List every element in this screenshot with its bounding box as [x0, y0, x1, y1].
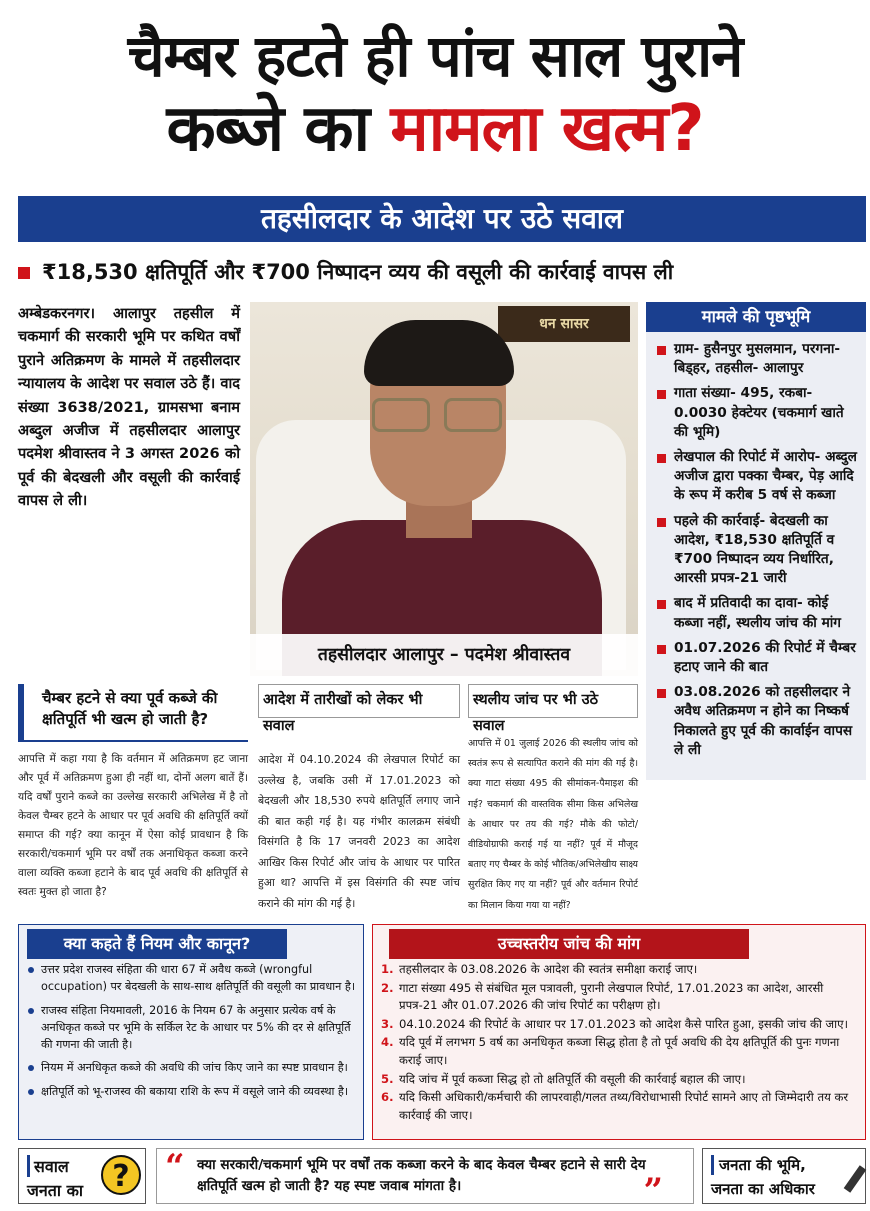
- officer-photo: [250, 302, 638, 676]
- demand-title: उच्चस्तरीय जांच की मांग: [389, 929, 749, 959]
- demand-item-text: 04.10.2024 की रिपोर्ट के आधार पर 17.01.2023 को आदेश कैसे पारित हुआ, इसकी जांच की जाए।: [399, 1016, 848, 1031]
- public-rights-box: [702, 1148, 866, 1204]
- demand-item: [381, 1016, 861, 1034]
- demand-item-number: 2.: [381, 980, 394, 995]
- demand-box: [372, 924, 866, 1140]
- photo-caption: तहसीलदार आलापुर – पदमेश श्रीवास्तव: [250, 634, 638, 676]
- rules-item: नियम में अनधिकृत कब्जे की अवधि की जांच किए जाने का स्पष्ट प्रावधान है।: [27, 1059, 359, 1076]
- sidebar-item: पहले की कार्रवाई- बेदखली का आदेश, ₹18,530 क्षतिपूर्ति व ₹700 निष्पादन व्यय निर्धारित, आरसी प्रपत्र-21 जारी: [654, 512, 860, 589]
- demand-item: [381, 1089, 861, 1124]
- sidebar-item: गाता संख्या- 495, रकबा- 0.0030 हेक्टेयर (चकमार्ग खाते की भूमि): [654, 384, 860, 442]
- sub-headline-band: तहसीलदार के आदेश पर उठे सवाल: [18, 196, 866, 242]
- headline: [8, 22, 862, 168]
- red-square-icon: [18, 267, 30, 279]
- demand-item-number: 4.: [381, 1035, 394, 1050]
- sidebar-item: बाद में प्रतिवादी का दावा- कोई कब्जा नहीं, स्थलीय जांच की मांग: [654, 594, 860, 632]
- rules-box: [18, 924, 364, 1140]
- column-site-inspection-title: स्थलीय जांच पर भी उठे सवाल: [468, 684, 638, 718]
- column-dates-title: आदेश में तारीखों को लेकर भी सवाल: [258, 684, 460, 718]
- pull-quote-text: क्या सरकारी/चकमार्ग भूमि पर वर्षों तक कब्जा करने के बाद केवल चैम्बर हटाने से सारी देय क्षतिपूर्ति खत्म हो जाती है? यह स्पष्ट जवाब मांगता है।: [197, 1157, 646, 1194]
- public-question-label-2: जनता का: [27, 1181, 84, 1200]
- headline-line2: [8, 90, 862, 168]
- headline-line2-black: कब्जे का: [166, 92, 391, 166]
- glasses-icon: [372, 398, 504, 432]
- column-compensation: [18, 684, 248, 902]
- demand-item-text: यदि किसी अधिकारी/कर्मचारी की लापरवाही/गलत तथ्य/विरोधाभासी रिपोर्ट सामने आए तो जिम्मेदारी तय कर कार्रवाई की जाए।: [399, 1090, 849, 1122]
- bottom-strip: [18, 1147, 866, 1211]
- hair-shape: [364, 320, 514, 386]
- close-quote-icon: ”: [643, 1171, 663, 1211]
- demand-item-text: यदि जांच में पूर्व कब्जा सिद्ध हो तो क्षतिपूर्ति की वसूली की कार्रवाई बहाल की जाए।: [399, 1071, 746, 1086]
- column-compensation-title: चैम्बर हटने से क्या पूर्व कब्जे की क्षतिपूर्ति भी खत्म हो जाती है?: [18, 684, 248, 742]
- rules-item: क्षतिपूर्ति को भू-राजस्व की बकाया राशि के रूप में वसूले जाने की व्यवस्था है।: [27, 1083, 359, 1100]
- demand-item: [381, 1071, 861, 1089]
- column-compensation-body: आपत्ति में कहा गया है कि वर्तमान में अतिक्रमण हट जाना और पूर्व में अतिक्रमण हुआ ही नहीं था, दोनों अलग बातें हैं। यदि वर्षों पुराने कब्जे का उल्लेख सरकारी अभिलेख में है तो केवल चैम्बर हटने के आधार पर पूर्व अवधि की क्षतिपूर्ति क्यों समाप्त की गई? क्या कानून में ऐसा कोई प्रावधान है कि सरकारी/चकमार्ग भूमि पर वर्षों तक अनाधिकृत कब्जा करने वाला व्यक्ति कब्जा हटाने के बाद पूर्व अवधि की क्षतिपूर्ति से स्वतः मुक्त हो जाता है?: [18, 753, 248, 898]
- public-question-label-1: सवाल: [27, 1155, 69, 1177]
- name-plaque: धन सासर: [498, 306, 630, 342]
- sidebar-item: ग्राम- हुसैनपुर मुसलमान, परगना- बिड्हर, तहसील- आलापुर: [654, 340, 860, 378]
- sidebar-item: लेखपाल की रिपोर्ट में आरोप- अब्दुल अजीज द्वारा पक्का चैम्बर, पेड़ आदि के रूप में करीब 5 वर्ष से कब्जा: [654, 448, 860, 506]
- column-dates-body: आदेश में 04.10.2024 की लेखपाल रिपोर्ट का उल्लेख है, जबकि उसी में 17.01.2023 को बेदखली और 18,530 रुपये क्षतिपूर्ति लगाए जाने की बात कही गई है। यह गंभीर कालक्रम संबंधी विसंगति है कि 17 जनवरी 2023 का आदेश आखिर किस रिपोर्ट और जांच के आधार पर पारित हुआ था? आपत्ति में इस विसंगति की स्पष्ट जांच कराने की मांग की गई है।: [258, 753, 460, 910]
- public-question-box: [18, 1148, 146, 1204]
- rules-list: [27, 961, 359, 1106]
- demand-item-text: यदि पूर्व में लगभग 5 वर्ष का अनधिकृत कब्जा सिद्ध होता है तो पूर्व अवधि की देय क्षतिपूर्ति की पुनः गणना कराई जाए।: [399, 1035, 840, 1067]
- column-site-inspection: [468, 684, 638, 916]
- summary-text: ₹18,530 क्षतिपूर्ति और ₹700 निष्पादन व्यय की वसूली की कार्रवाई वापस ली: [42, 260, 674, 284]
- headline-line1: चैम्बर हटते ही पांच साल पुराने: [127, 22, 743, 90]
- question-mark-icon: ?: [101, 1155, 141, 1195]
- demand-item-number: 1.: [381, 962, 394, 976]
- open-quote-icon: “: [165, 1147, 185, 1187]
- public-rights-label-1: जनता की भूमि,: [711, 1155, 806, 1175]
- sidebar-item: 01.07.2026 की रिपोर्ट में चैम्बर हटाए जाने की बात: [654, 639, 860, 677]
- column-site-inspection-body: आपत्ति में 01 जुलाई 2026 की स्थलीय जांच को स्वतंत्र रूप से सत्यापित कराने की मांग की गई है। क्या गाटा संख्या 495 की सीमांकन-पैमाइश की गई? चकमार्ग की वास्तविक सीमा किस अभिलेख के आधार पर तय की गई? मौके की फोटो/वीडियोग्राफी कराई गई या नहीं? पूर्व में मौजूद बताए गए चैम्बर के कोई भौतिक/अभिलेखीय साक्ष्य सुरक्षित किए गए या नहीं? पूर्व और वर्तमान रिपोर्ट का मिलान किया गया या नहीं?: [468, 738, 638, 911]
- sidebar-list: [646, 332, 866, 760]
- sidebar-item: 03.08.2026 को तहसीलदार ने अवैध अतिक्रमण न होने का निष्कर्ष निकालते हुए पूर्व की कार्वाईन वापस ले ली: [654, 683, 860, 760]
- demand-item-number: 6.: [381, 1090, 394, 1105]
- demand-item-number: 3.: [381, 1016, 394, 1031]
- demand-item-text: गाटा संख्या 495 से संबंधित मूल पत्रावली, पुरानी लेखपाल रिपोर्ट, 17.01.2023 का आदेश, आरसी प्रपत्र-21 और 01.07.2026 की जांच रिपोर्ट का परीक्षण हो।: [399, 980, 824, 1013]
- demand-item: [381, 961, 861, 979]
- demand-item-text: तहसीलदार के 03.08.2026 के आदेश की स्वतंत्र समीक्षा कराई जाए।: [399, 962, 698, 976]
- demand-item: [381, 980, 861, 1015]
- headline-line2-red: मामला खत्म?: [390, 92, 704, 166]
- background-sidebar: [646, 302, 866, 780]
- pull-quote: [156, 1147, 694, 1211]
- public-rights-label-2: जनता का अधिकार: [711, 1180, 815, 1198]
- demand-item-number: 5.: [381, 1071, 394, 1086]
- rules-item: उत्तर प्रदेश राजस्व संहिता की धारा 67 में अवैध कब्जे (wrongful occupation) पर बेदखली के साथ-साथ क्षतिपूर्ति की वसूली का प्रावधान है।: [27, 961, 359, 996]
- pen-icon: [844, 1165, 867, 1193]
- demand-item: [381, 1034, 861, 1069]
- column-dates: [258, 684, 460, 914]
- rules-item: राजस्व संहिता नियमावली, 2016 के नियम 67 के अनुसार प्रत्येक वर्ष के अनधिकृत कब्जे पर भूमि के सर्किल रेट के आधार पर 5% की दर से क्षतिपूर्ति की गणना की जाती है।: [27, 1002, 359, 1054]
- intro-paragraph: अम्बेडकरनगर। आलापुर तहसील में चकमार्ग की सरकारी भूमि पर कथित वर्षों पुराने अतिक्रमण के मामले में तहसीलदार न्यायालय के आदेश पर सवाल उठे हैं। वाद संख्या 3638/2021, ग्रामसभा बनाम अब्दुल अजीज में तहसीलदार आलापुर पदमेश श्रीवास्तव ने 3 अगस्त 2026 को पूर्व की बेदखली और वसूली की कार्रवाई वापस ले ली।: [18, 305, 240, 510]
- summary-line: [18, 254, 858, 290]
- sidebar-title: मामले की पृष्ठभूमि: [646, 302, 866, 332]
- demand-list: [381, 961, 861, 1125]
- newspaper-page: [8, 8, 862, 1211]
- rules-title: क्या कहते हैं नियम और कानून?: [27, 929, 287, 959]
